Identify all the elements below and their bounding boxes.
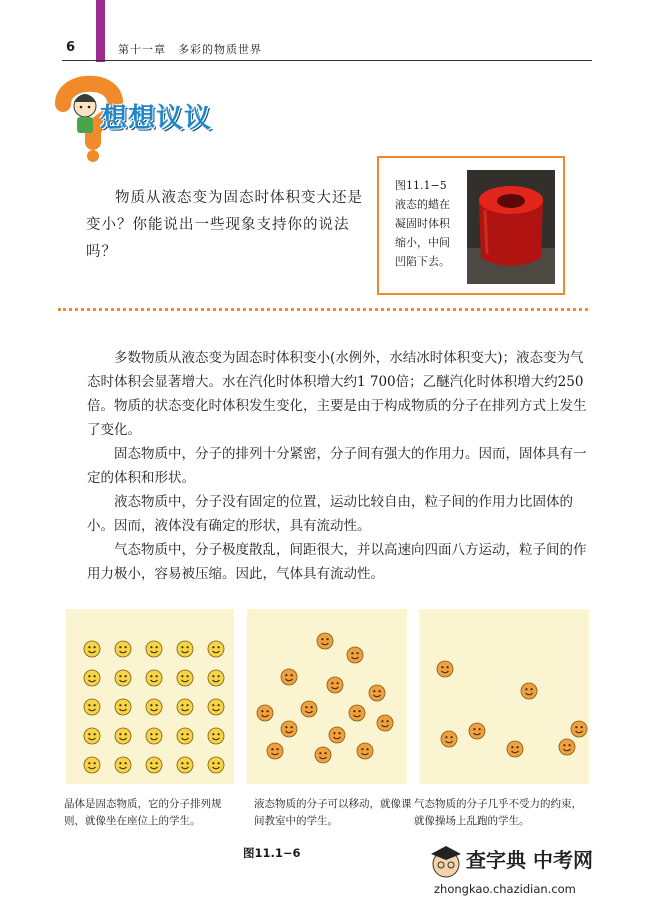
- liquid-molecule: [347, 647, 363, 663]
- liquid-molecule: [315, 747, 331, 763]
- think-discuss-title: 想想议议: [100, 103, 212, 134]
- solid-molecule: [115, 757, 131, 773]
- liquid-molecule: [369, 685, 385, 701]
- solid-molecule: [115, 641, 131, 657]
- liquid-molecule: [281, 669, 297, 685]
- solid-molecule: [115, 670, 131, 686]
- body-text: [87, 346, 587, 586]
- solid-molecule: [177, 728, 193, 744]
- solid-molecule: [146, 728, 162, 744]
- solid-molecule: [146, 699, 162, 715]
- liquid-molecule: [257, 705, 273, 721]
- solid-molecule: [84, 670, 100, 686]
- gas-molecule: [441, 731, 457, 747]
- solid-molecule: [146, 757, 162, 773]
- liquid-caption: 液态物质的分子可以移动，就像课间教室中的学生。: [254, 798, 412, 827]
- solid-molecule: [208, 641, 224, 657]
- page-number: 6: [66, 40, 76, 55]
- solid-molecule: [177, 757, 193, 773]
- solid-molecule: [208, 728, 224, 744]
- liquid-molecule: [317, 633, 333, 649]
- solid-molecule: [146, 641, 162, 657]
- gas-molecule: [571, 721, 587, 737]
- section-divider: [58, 308, 588, 311]
- solid-molecule: [84, 699, 100, 715]
- figure-11-1-5: [377, 156, 565, 295]
- figure-11-1-5-caption: 图11.1−5 液态的蜡在凝固时体积缩小，中间凹陷下去。: [395, 179, 450, 268]
- gas-molecule: [469, 723, 485, 739]
- site-url: zhongkao.chazidian.com: [434, 882, 576, 896]
- solid-molecule: [177, 641, 193, 657]
- solid-molecule: [177, 670, 193, 686]
- liquid-molecule: [301, 701, 317, 717]
- liquid-molecule: [281, 721, 297, 737]
- wax-cup-photo: [467, 170, 555, 284]
- paragraph: 液态物质中，分子没有固定的位置，运动比较自由，粒子间的作用力比固体的小。因而，液体没有确定的形状，具有流动性。: [87, 494, 573, 534]
- liquid-molecule: [349, 705, 365, 721]
- solid-molecule: [115, 699, 131, 715]
- gas-molecule: [437, 661, 453, 677]
- liquid-molecules-panel: [247, 609, 407, 784]
- solid-molecule: [208, 670, 224, 686]
- gas-molecules-panel: [419, 609, 589, 784]
- mascot-icon: [428, 842, 464, 882]
- solid-molecule: [84, 728, 100, 744]
- header-divider: [62, 60, 592, 61]
- liquid-molecule: [267, 743, 283, 759]
- liquid-molecule: [329, 727, 345, 743]
- solid-caption: 晶体是固态物质，它的分子排列规则，就像坐在座位上的学生。: [64, 798, 222, 827]
- figure-11-1-6: [62, 607, 590, 847]
- solid-molecule: [177, 699, 193, 715]
- paragraph: 多数物质从液态变为固态时体积变小(水例外，水结冰时体积变大)；液态变为气态时体积会显著增大。水在汽化时体积增大约1 700倍；乙醚汽化时体积增大约250倍。物质的状态变化时体积发生变化，主要是由于构成物质的分子在排列方式上发生了变化。: [87, 350, 587, 438]
- solid-molecule: [208, 699, 224, 715]
- solid-molecule: [208, 757, 224, 773]
- gas-molecule: [521, 683, 537, 699]
- solid-molecules-panel: [66, 609, 234, 784]
- solid-molecule: [84, 641, 100, 657]
- gas-caption: 气态物质的分子几乎不受力的约束，就像操场上乱跑的学生。: [414, 798, 582, 827]
- discussion-question: 物质从液态变为固态时体积变大还是变小？你能说出一些现象支持你的说法吗？: [86, 190, 363, 260]
- solid-molecule: [84, 757, 100, 773]
- site-watermark: [428, 840, 638, 904]
- chapter-title: 第十一章 多彩的物质世界: [118, 43, 262, 56]
- liquid-molecule: [357, 743, 373, 759]
- figure-11-1-6-label: 图11.1−6: [243, 846, 301, 860]
- paragraph: 气态物质中，分子极度散乱，间距很大，并以高速向四面八方运动，粒子间的作用力极小，容易被压缩。因此，气体具有流动性。: [87, 542, 587, 582]
- solid-molecule: [146, 670, 162, 686]
- header-color-bar: [96, 0, 105, 62]
- liquid-molecule: [377, 715, 393, 731]
- solid-molecule: [115, 728, 131, 744]
- gas-molecule: [507, 741, 523, 757]
- site-name: 查字典 中考网: [466, 848, 593, 872]
- liquid-molecule: [327, 677, 343, 693]
- paragraph: 固态物质中，分子的排列十分紧密，分子间有强大的作用力。因而，固体具有一定的体积和形状。: [87, 446, 587, 486]
- gas-molecule: [559, 739, 575, 755]
